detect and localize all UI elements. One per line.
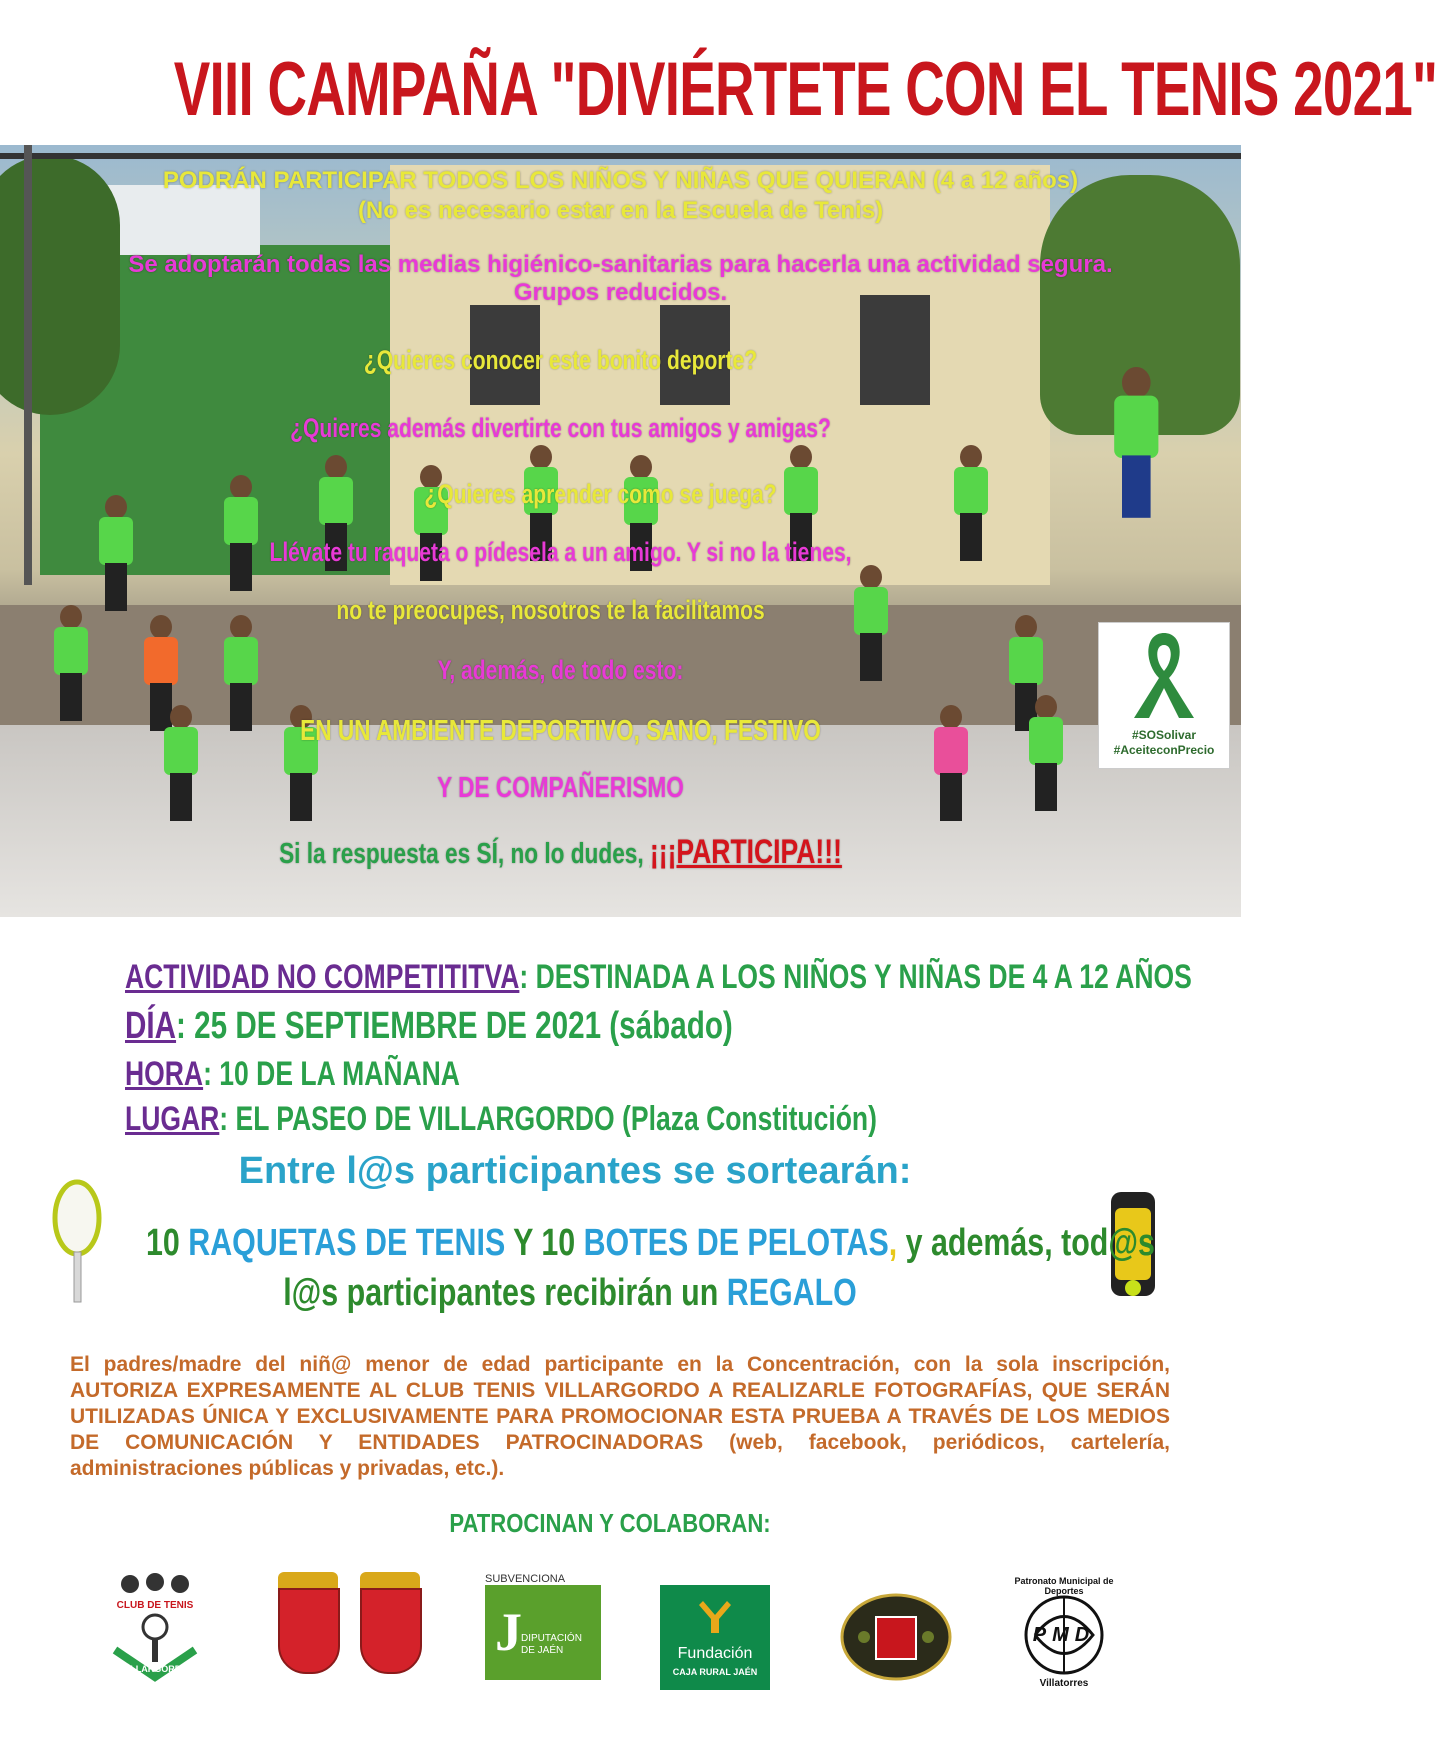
cooperative-emblem-icon bbox=[840, 1592, 952, 1682]
racket-line-1: Llévate tu raqueta o pídesela a un amigo. Y si no la tienes, bbox=[269, 537, 852, 567]
subvenciona-label: SUBVENCIONA bbox=[485, 1573, 566, 1585]
prize-line-2: l@s participantes recibirán un REGALO bbox=[283, 1272, 857, 1314]
sos-olivar-tag: #SOSolivar bbox=[1131, 728, 1197, 742]
time-label: HORA bbox=[125, 1055, 204, 1093]
activity-line: ACTIVIDAD NO COMPETITITVA: DESTINADA A LOS NIÑOS Y NIÑAS DE 4 A 12 AÑOS bbox=[125, 958, 1192, 996]
question-2: ¿Quieres además divertirte con tus amigos y amigas? bbox=[290, 413, 831, 443]
shield-icon bbox=[360, 1588, 422, 1674]
pergola-beam bbox=[0, 153, 1241, 159]
place-line: LUGAR: EL PASEO DE VILLARGORDO (Plaza Constitución) bbox=[125, 1100, 877, 1138]
ribbon-badge bbox=[1098, 622, 1230, 769]
activity-value: DESTINADA A LOS NIÑOS Y NIÑAS DE 4 A 12 AÑOS bbox=[535, 958, 1192, 996]
olive-cooperative-logo bbox=[840, 1592, 952, 1687]
tennis-racket-icon bbox=[50, 1178, 105, 1303]
villatorres-label: Villatorres bbox=[1039, 1678, 1089, 1689]
day-label: DÍA bbox=[125, 1005, 177, 1047]
diputacion-name: DIPUTACIÓN DE JAÉN bbox=[521, 1633, 582, 1656]
day-line: DÍA: 25 DE SEPTIEMBRE DE 2021 (sábado) bbox=[125, 1005, 733, 1047]
prize-line-1: 10 RAQUETAS DE TENIS Y 10 BOTES DE PELOTAS, y además, tod@s bbox=[146, 1222, 1155, 1264]
sponsors-title: PATROCINAN Y COLABORAN: bbox=[449, 1508, 771, 1538]
prize-rackets: RAQUETAS DE TENIS bbox=[188, 1222, 506, 1264]
groups-line: Grupos reducidos. bbox=[513, 279, 728, 306]
photo-consent-text: El padres/madre del niñ@ menor de edad participante en la Concentración, con la sola inscripción, AUTORIZA EXPRESAMENTE AL CLUB TENIS VILLARGORDO A REALIZARLE FOTOGRAFÍAS, QUE SERÁN UTILIZADAS ÚNICA Y EXCLUSIVAMENTE PARA PROMOCIONAR ESTA PRUEBA A TRAVÉS DE LOS MEDIOS DE COMUNICACIÓN Y ENTIDADES PATROCINADORAS (web, facebook, periódicos, cartelería, administraciones públicas y privadas, etc.). bbox=[70, 1353, 1170, 1480]
environment-line: EN UN AMBIENTE DEPORTIVO, SANO, FESTIVO bbox=[300, 715, 821, 747]
cta-participa: ¡¡¡PARTICIPA!!! bbox=[649, 833, 842, 871]
time-line: HORA: 10 DE LA MAÑANA bbox=[125, 1055, 460, 1093]
crown-icon bbox=[278, 1572, 338, 1588]
club-tenis-logo bbox=[100, 1572, 210, 1682]
fundacion-mark-icon bbox=[695, 1597, 735, 1637]
fundacion-caja-rural-logo bbox=[660, 1585, 770, 1690]
fellowship-line: Y DE COMPAÑERISMO bbox=[437, 772, 684, 804]
prize-balls: BOTES DE PELOTAS bbox=[583, 1222, 889, 1264]
club-town: VILLARGORDO bbox=[121, 1664, 189, 1674]
hygiene-line: Se adoptarán todas las medias higiénico-sanitarias para hacerla una actividad segura. bbox=[128, 251, 1113, 278]
aceite-tag: #AceiteconPrecio bbox=[1113, 743, 1215, 757]
awareness-ribbon-icon bbox=[1099, 623, 1229, 723]
raffle-title: Entre l@s participantes se sortearán: bbox=[238, 1150, 912, 1192]
shield-icon bbox=[278, 1588, 340, 1674]
diputacion-logo bbox=[485, 1573, 603, 1680]
group-photo bbox=[0, 145, 1241, 917]
patronato-deportes-logo bbox=[1005, 1578, 1123, 1693]
place-label: LUGAR bbox=[125, 1100, 220, 1138]
time-value: 10 DE LA MAÑANA bbox=[219, 1055, 460, 1093]
villatorres-coat-of-arms bbox=[360, 1572, 422, 1674]
fundacion-label: Fundación bbox=[677, 1645, 753, 1662]
coach-figure bbox=[1109, 367, 1161, 523]
also-line: Y, además, de todo esto: bbox=[437, 655, 684, 685]
prize-gift: REGALO bbox=[726, 1272, 857, 1314]
caja-rural-label: CAJA RURAL JAÉN bbox=[672, 1667, 758, 1677]
patronato-name: Patronato Municipal de Deportes bbox=[1014, 1576, 1114, 1596]
poster-title: VIII CAMPAÑA "DIVIÉRTETE CON EL TENIS 2021" bbox=[173, 47, 1437, 132]
cta-line bbox=[77, 833, 1045, 872]
villargordo-coat-of-arms bbox=[278, 1572, 340, 1674]
crown-icon bbox=[360, 1572, 420, 1588]
racket-line-2: no te preocupes, nosotros te la facilitamos bbox=[336, 595, 765, 625]
j-mark-icon: J bbox=[495, 1602, 522, 1662]
participation-line: PODRÁN PARTICIPAR TODOS LOS NIÑOS Y NIÑAS QUE QUIERAN (4 a 12 años) bbox=[162, 167, 1079, 194]
place-value: EL PASEO DE VILLARGORDO (Plaza Constitución) bbox=[235, 1100, 877, 1138]
day-value: 25 DE SEPTIEMBRE DE 2021 (sábado) bbox=[194, 1005, 733, 1047]
question-3: ¿Quieres aprender como se juega? bbox=[424, 479, 777, 509]
no-school-line: (No es necesario estar en la Escuela de Tenis) bbox=[357, 197, 884, 224]
activity-label: ACTIVIDAD NO COMPETITITVA bbox=[125, 958, 520, 996]
pmd-initials: PMD bbox=[1032, 1624, 1096, 1646]
question-1: ¿Quieres conocer este bonito deporte? bbox=[363, 345, 758, 375]
club-name: CLUB DE TENIS bbox=[116, 1600, 194, 1611]
cta-prefix: Si la respuesta es SÍ, no lo dudes, bbox=[279, 838, 650, 870]
